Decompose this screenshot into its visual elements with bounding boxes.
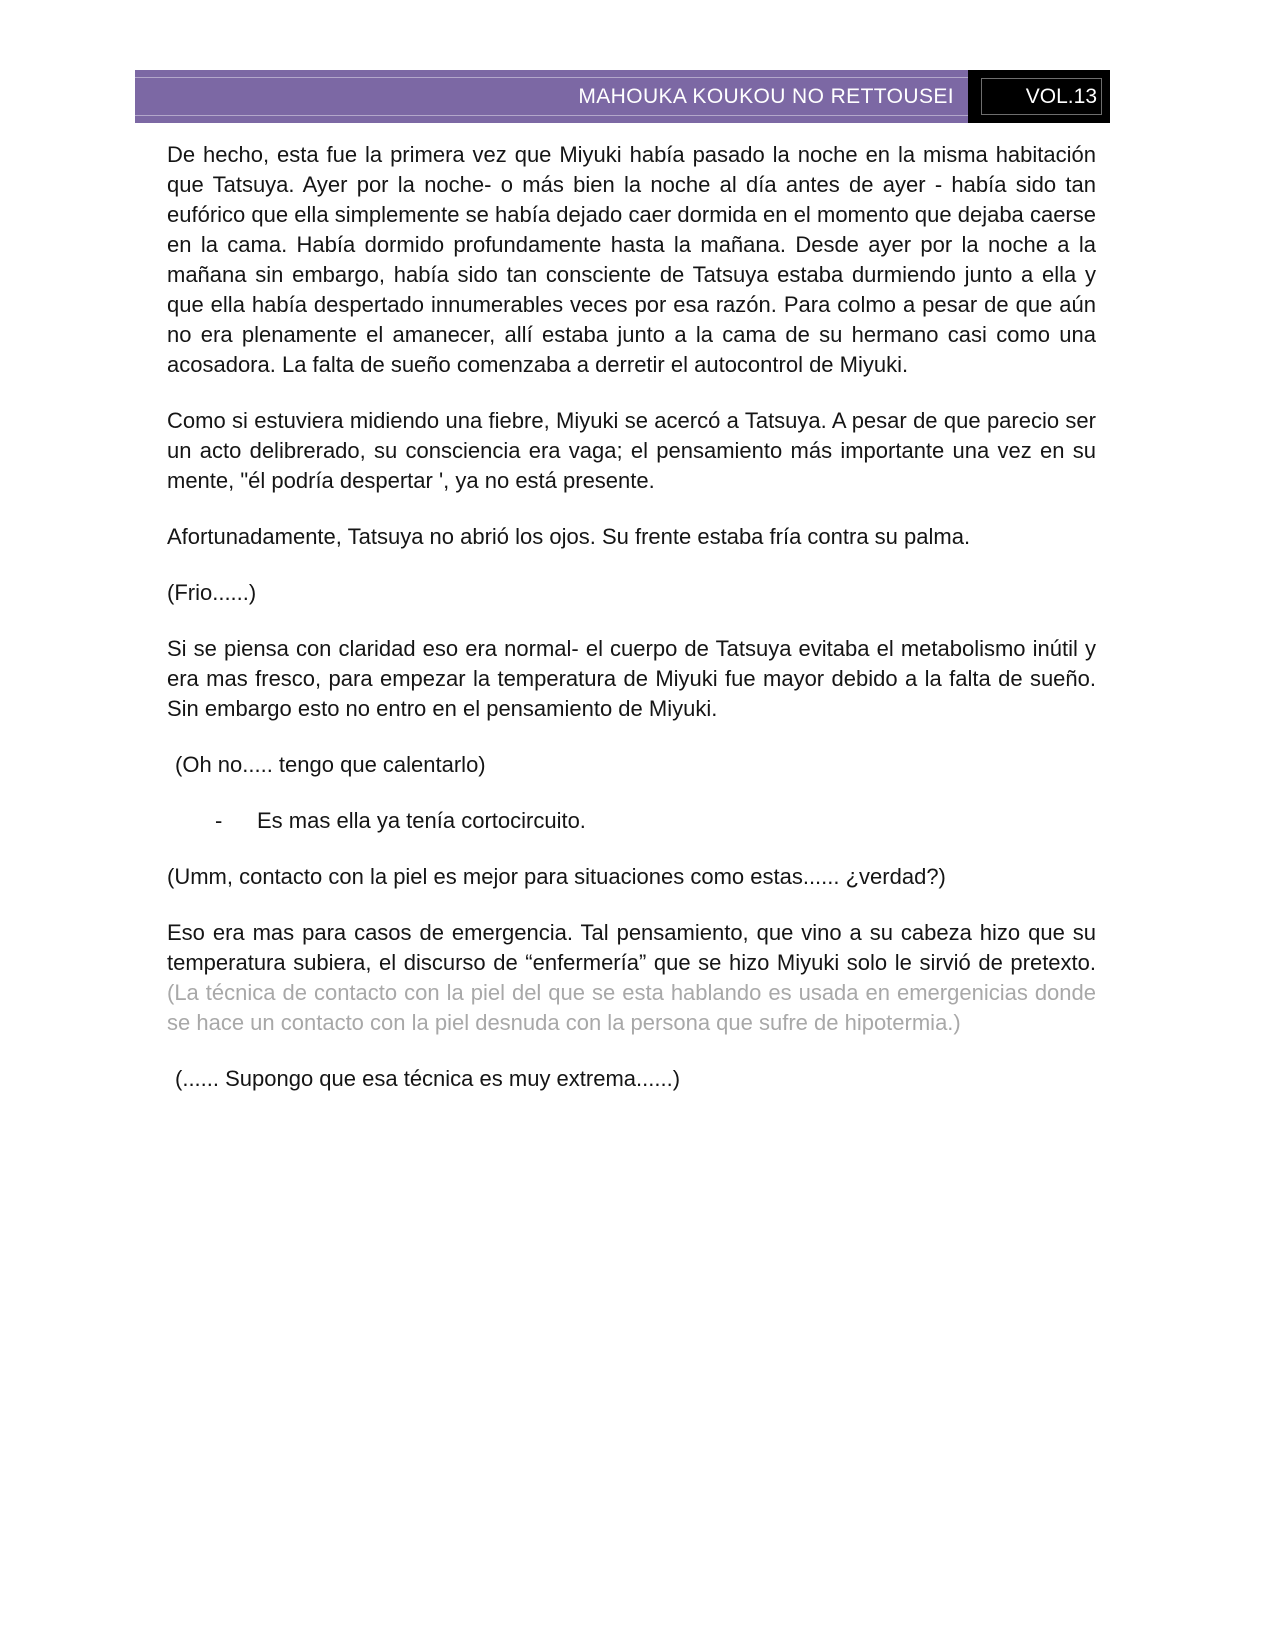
header-volume-label: VOL.13 (1025, 84, 1097, 108)
thought-frio: (Frio......) (167, 580, 257, 605)
paragraph-fortunately: Afortunadamente, Tatsuya no abrió los ojos. Su frente estaba fría contra su palma. (167, 524, 971, 549)
document-body (167, 140, 1096, 1120)
thought-oh-no: (Oh no..... tengo que calentarlo) (175, 752, 486, 777)
paragraph-emergency-translator-note: (La técnica de contacto con la piel del que se esta hablando es usada en emergenicias donde se hace un contacto con la piel desnuda con la persona que sufre de hipotermia.) (167, 980, 1096, 1035)
thought-umm: (Umm, contacto con la piel es mejor para situaciones como estas...... ¿verdad?) (167, 864, 946, 889)
list-item-text: Es mas ella ya tenía cortocircuito. (257, 808, 586, 833)
paragraph-metabolism: Si se piensa con claridad eso era normal- el cuerpo de Tatsuya evitaba el metabolismo inútil y era mas fresco, para empezar la temperatura de Miyuki fue mayor debido a la falta de sueño. Sin embargo esto no entro en el pensamiento de Miyuki. (167, 636, 1096, 721)
header-title-bar (135, 70, 968, 123)
paragraph-emergency (167, 918, 1096, 1038)
header-title: MAHOUKA KOUKOU NO RETTOUSEI (578, 84, 954, 108)
paragraph-measuring-fever: Como si estuviera midiendo una fiebre, Miyuki se acercó a Tatsuya. A pesar de que parecio ser un acto delibrerado, su consciencia era vaga; el pensamiento más importante una vez en su mente, "él podría despertar ', ya no está presente. (167, 408, 1096, 493)
list-dash-marker: - (215, 808, 223, 833)
paragraph-night-together: De hecho, esta fue la primera vez que Miyuki había pasado la noche en la misma habitación que Tatsuya. Ayer por la noche- o más bien la noche al día antes de ayer - había sido tan eufórico que ella simplemente se había dejado caer dormida en el momento que dejaba caerse en la cama. Había dormido profundamente hasta la mañana. Desde ayer por la noche a la mañana sin embargo, había sido tan consciente de Tatsuya estaba durmiendo junto a ella y que ella había despertado innumerables veces por esa razón. Para colmo a pesar de que aún no era plenamente el amanecer, allí estaba junto a la cama de su hermano casi como una acosadora. La falta de sueño comenzaba a derretir el autocontrol de Miyuki. (167, 142, 1096, 377)
paragraph-emergency-main: Eso era mas para casos de emergencia. Tal pensamiento, que vino a su cabeza hizo que su temperatura subiera, el discurso de “enfermería” que se hizo Miyuki solo le sirvió de pretexto. (167, 920, 1096, 975)
thought-supongo: (...... Supongo que esa técnica es muy extrema......) (175, 1066, 681, 1091)
page-header (135, 70, 1110, 123)
header-volume-box (968, 70, 1110, 123)
list-item (167, 806, 1096, 836)
